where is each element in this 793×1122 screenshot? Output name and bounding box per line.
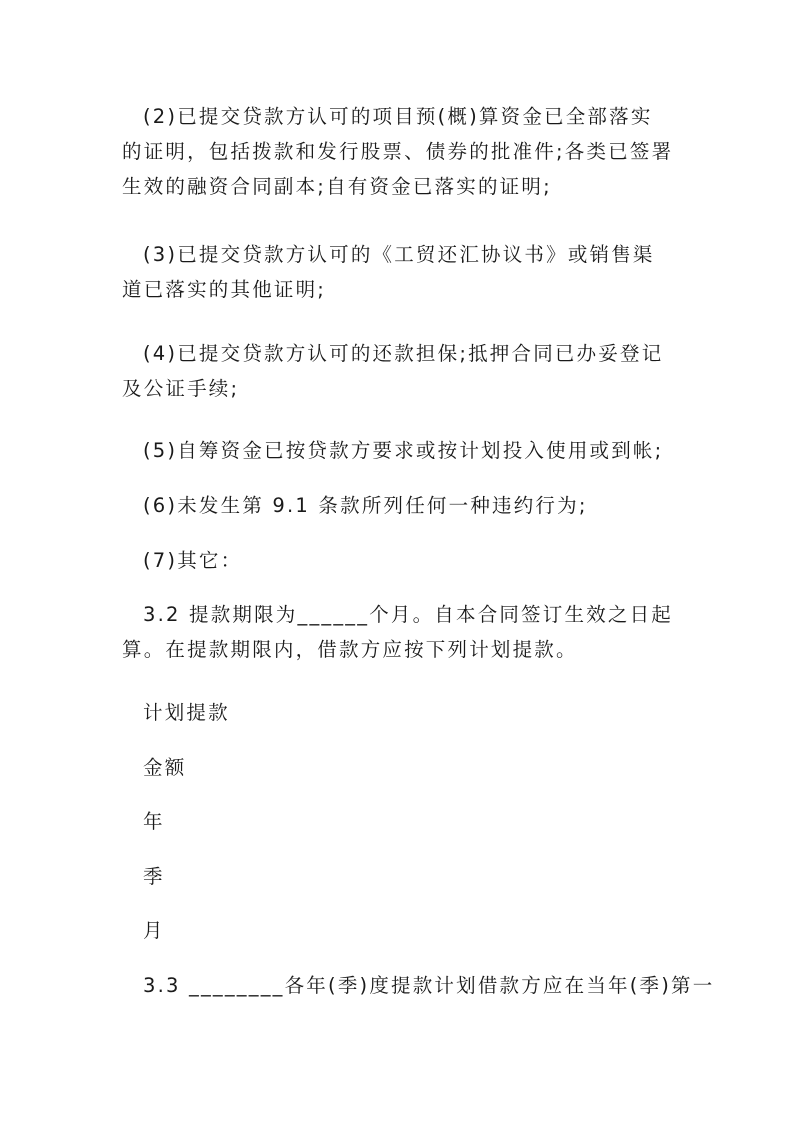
year-label: 年 [143,810,165,833]
clause-2-paragraph: (2)已提交贷款方认可的项目预(概)算资金已全部落实的证明，包括拨款和发行股票、债券的批准件;各类已签署生效的融资合同副本;自有资金已落实的证明; [122,105,674,198]
clause-7-paragraph: (7)其它： [143,549,243,572]
clause-6-paragraph: (6)未发生第 9.1 条款所列任何一种违约行为; [143,494,588,517]
clause-3-paragraph: (3)已提交贷款方认可的《工贸还汇协议书》或销售渠道已落实的其他证明; [122,243,655,301]
clause-3-3-paragraph: 3.3 ________各年(季)度提款计划借款方应在当年(季)第一 [143,974,715,997]
clause-3-2-paragraph: 3.2 提款期限为______个月。自本合同签订生效之日起算。在提款期限内，借款方应按下列计划提款。 [122,603,674,661]
amount-label: 金额 [143,756,187,779]
clause-4-paragraph: (4)已提交贷款方认可的还款担保;抵押合同已办妥登记及公证手续; [122,342,664,400]
quarter-label: 季 [143,865,165,888]
month-label: 月 [143,919,165,942]
plan-withdrawal-label: 计划提款 [143,701,230,724]
clause-5-paragraph: (5)自筹资金已按贷款方要求或按计划投入使用或到帐; [143,439,664,462]
